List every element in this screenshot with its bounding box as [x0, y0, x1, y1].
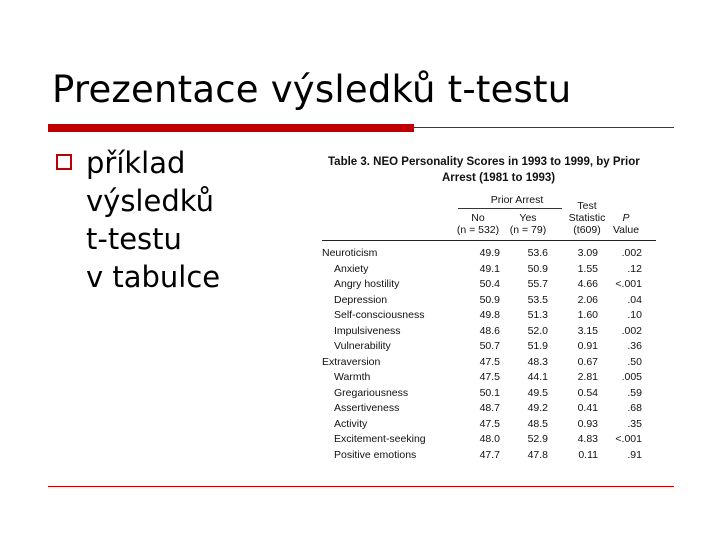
table-row	[322, 370, 656, 386]
cell-test-statistic: 0.11	[578, 448, 598, 461]
row-label: Warmth	[334, 371, 371, 383]
table-row	[322, 355, 656, 371]
cell-test-statistic: 0.93	[577, 417, 598, 430]
bullet-line: v tabulce	[86, 260, 221, 294]
cell-p-value: <.001	[615, 278, 642, 290]
cell-no: 49.9	[479, 247, 500, 259]
title-underline-thin	[414, 127, 674, 128]
cell-no: 50.7	[479, 340, 500, 352]
cell-p-value: .04	[627, 293, 642, 306]
cell-no: 48.0	[479, 433, 500, 445]
cell-yes: 53.5	[527, 293, 548, 306]
row-label: Neuroticism	[322, 247, 378, 259]
cell-yes: 53.6	[527, 247, 548, 259]
cell-test-statistic: 2.06	[577, 293, 598, 306]
cell-p-value: .36	[627, 340, 642, 352]
cell-p-value: .002	[621, 247, 642, 259]
table-row	[322, 246, 656, 262]
cell-test-statistic: 2.81	[577, 371, 598, 383]
cell-no: 50.1	[479, 386, 500, 399]
column-header-test-line: Test	[577, 200, 597, 212]
bullet-item	[56, 144, 220, 296]
cell-no: 47.5	[479, 355, 500, 368]
cell-p-value: .002	[621, 324, 642, 337]
row-label: Angry hostility	[334, 278, 400, 290]
table-caption-line: Table 3. NEO Personality Scores in 1993 to 1999, by Prior	[328, 156, 640, 168]
cell-yes: 55.7	[527, 278, 548, 290]
table-row	[322, 277, 656, 293]
column-header-p-line: Value	[612, 224, 640, 236]
row-label: Self-consciousness	[334, 309, 425, 321]
bullet-text	[86, 144, 220, 296]
cell-test-statistic: 1.60	[577, 309, 598, 321]
cell-p-value: .59	[627, 386, 642, 399]
column-header-no-n: (n = 532)	[456, 224, 500, 236]
table-row	[322, 386, 656, 402]
cell-yes: 52.9	[527, 433, 548, 445]
cell-yes: 50.9	[527, 262, 548, 275]
row-label: Impulsiveness	[334, 324, 401, 337]
cell-no: 48.6	[479, 324, 500, 337]
cell-test-statistic: 4.66	[577, 278, 598, 290]
table-caption	[328, 154, 654, 186]
cell-no: 47.5	[479, 371, 500, 383]
column-header-p-value	[606, 212, 646, 236]
cell-p-value: <.001	[615, 433, 642, 445]
table-row	[322, 339, 656, 355]
header-rule	[322, 240, 656, 241]
column-header-test-line: Statistic	[568, 212, 606, 224]
cell-yes: 51.9	[527, 340, 548, 352]
square-bullet-icon	[56, 154, 72, 170]
cell-test-statistic: 0.54	[577, 386, 598, 399]
cell-yes: 52.0	[527, 324, 548, 337]
table-row	[322, 262, 656, 278]
cell-test-statistic: 0.41	[577, 402, 598, 414]
cell-no: 47.5	[479, 417, 500, 430]
row-label: Assertiveness	[334, 402, 400, 414]
slide-title: Prezentace výsledků t-testu	[52, 68, 572, 111]
column-header-yes-n: (n = 79)	[509, 224, 547, 236]
bullet-line: t-testu	[86, 222, 182, 256]
table-row	[322, 401, 656, 417]
cell-no: 49.8	[479, 309, 500, 321]
cell-test-statistic: 4.83	[577, 433, 598, 445]
cell-yes: 49.2	[527, 402, 548, 414]
cell-p-value: .68	[627, 402, 642, 414]
column-header-yes-label: Yes	[519, 212, 537, 224]
row-label: Extraversion	[322, 355, 381, 368]
cell-p-value: .35	[627, 417, 642, 430]
table-row	[322, 432, 656, 448]
cell-no: 47.7	[479, 448, 500, 461]
table-row	[322, 448, 656, 463]
cell-test-statistic: 1.55	[577, 262, 598, 275]
cell-test-statistic: 3.09	[577, 247, 598, 259]
cell-yes: 51.3	[527, 309, 548, 321]
column-header-no	[450, 212, 506, 236]
row-label: Vulnerability	[334, 340, 391, 352]
cell-yes: 47.8	[527, 448, 548, 461]
row-label: Gregariousness	[334, 386, 409, 399]
cell-no: 49.1	[479, 262, 500, 275]
bullet-line: příklad	[86, 146, 186, 180]
row-label: Excitement-seeking	[334, 433, 426, 445]
cell-p-value: .005	[621, 371, 642, 383]
bullet-line: výsledků	[86, 184, 215, 218]
cell-p-value: .12	[627, 262, 642, 275]
cell-yes: 48.3	[527, 355, 548, 368]
cell-p-value: .91	[627, 448, 642, 461]
cell-p-value: .50	[627, 355, 642, 368]
row-label: Activity	[334, 417, 368, 430]
cell-p-value: .10	[627, 309, 642, 321]
table-caption-line: Arrest (1981 to 1993)	[442, 172, 556, 184]
cell-no: 50.9	[479, 293, 500, 306]
cell-test-statistic: 3.15	[577, 324, 598, 337]
row-label: Anxiety	[334, 262, 369, 275]
table-body	[322, 246, 656, 462]
cell-yes: 44.1	[527, 371, 548, 383]
group-header-prior-arrest: Prior Arrest	[490, 194, 544, 206]
table-row	[322, 293, 656, 309]
row-label: Depression	[334, 293, 388, 306]
column-header-yes	[500, 212, 556, 236]
group-header-rule	[458, 208, 562, 209]
table-row	[322, 308, 656, 324]
cell-test-statistic: 0.67	[577, 355, 598, 368]
cell-yes: 48.5	[527, 417, 548, 430]
cell-test-statistic: 0.91	[577, 340, 598, 352]
column-header-no-label: No	[471, 212, 485, 224]
cell-no: 48.7	[479, 402, 500, 414]
cell-yes: 49.5	[527, 386, 548, 399]
column-header-test-line: (t609)	[573, 224, 601, 236]
row-label: Positive emotions	[334, 448, 417, 461]
results-table-image	[316, 148, 660, 462]
table-row	[322, 324, 656, 340]
column-header-p-line: P	[622, 212, 630, 224]
footer-rule	[48, 486, 674, 487]
table-row	[322, 417, 656, 433]
title-underline-thick	[48, 124, 414, 132]
cell-no: 50.4	[479, 278, 500, 290]
